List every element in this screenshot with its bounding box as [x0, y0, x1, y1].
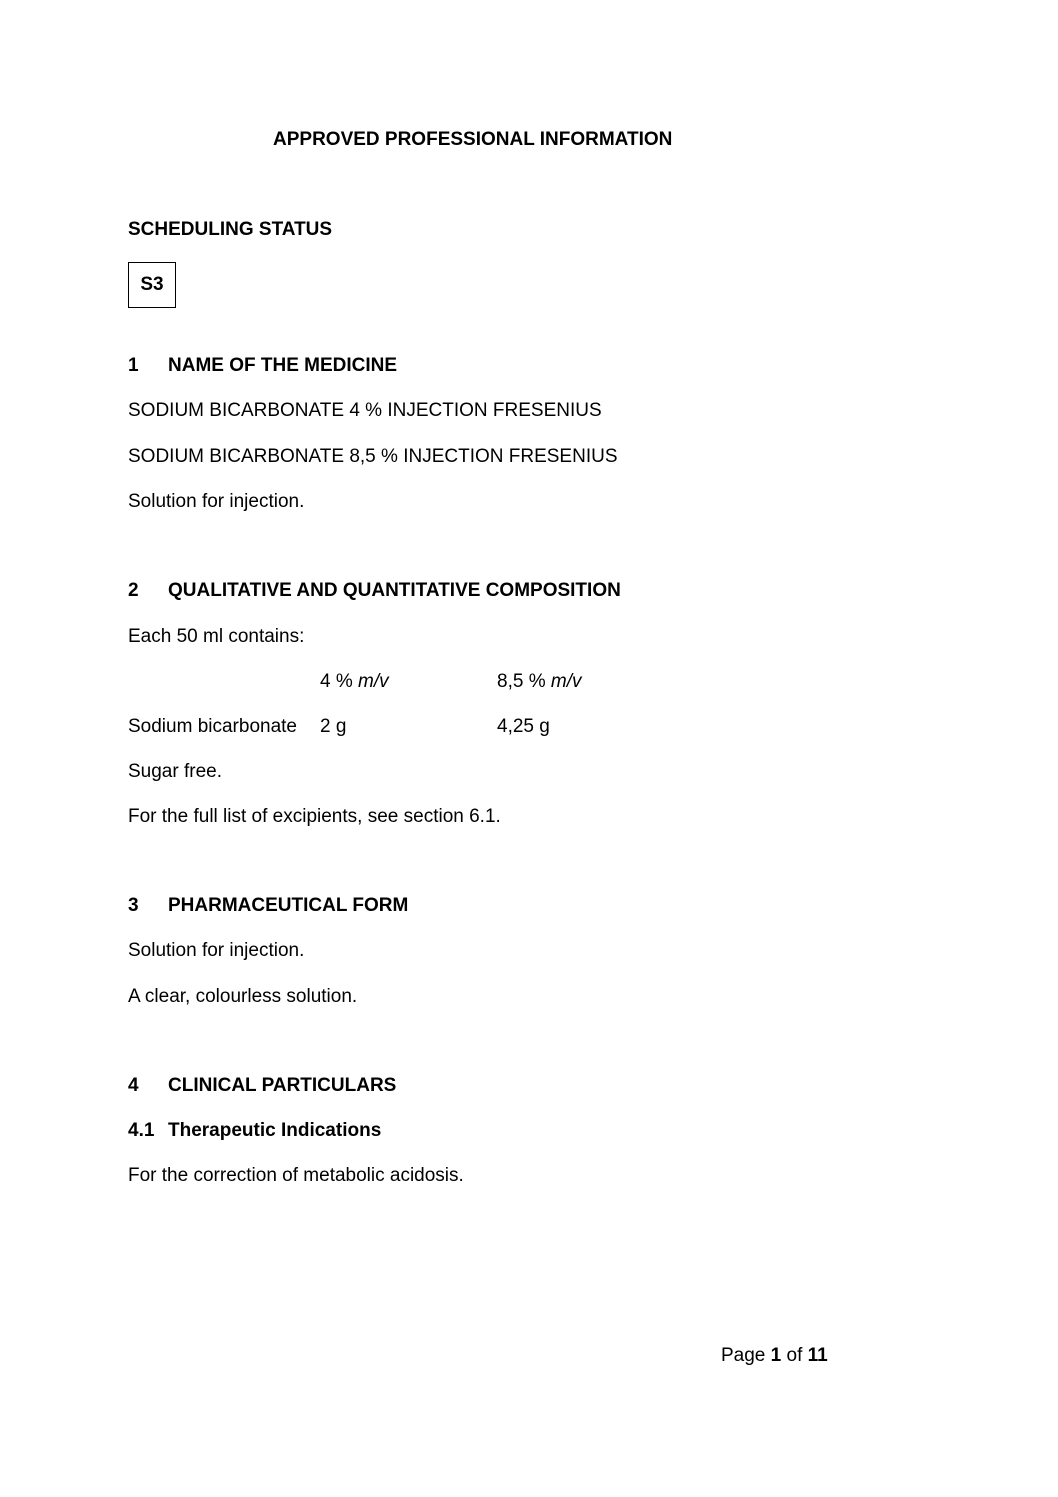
document-title: APPROVED PROFESSIONAL INFORMATION [273, 129, 673, 150]
indications-text: For the correction of metabolic acidosis. [128, 1165, 464, 1186]
composition-intro: Each 50 ml contains: [128, 626, 305, 647]
section1-heading: NAME OF THE MEDICINE [168, 355, 398, 376]
section4-number: 4 [128, 1075, 139, 1096]
medicine-name-4: SODIUM BICARBONATE 4 % INJECTION FRESENIUS [128, 400, 602, 421]
composition-row-label: Sodium bicarbonate [128, 716, 297, 737]
schedule-badge [128, 262, 176, 308]
section3-heading: PHARMACEUTICAL FORM [168, 895, 409, 916]
excipients-note: For the full list of excipients, see section 6.1. [128, 806, 501, 827]
composition-row-col1: 2 g [320, 716, 347, 737]
composition-col2-header: 8,5 % m/v [497, 671, 582, 692]
section1-number: 1 [128, 355, 139, 376]
composition-row-col2: 4,25 g [497, 716, 550, 737]
section2-number: 2 [128, 580, 139, 601]
subsection41-number: 4.1 [128, 1120, 155, 1141]
medicine-name-85: SODIUM BICARBONATE 8,5 % INJECTION FRESENIUS [128, 446, 618, 467]
composition-col1-header: 4 % m/v [320, 671, 389, 692]
section4-heading: CLINICAL PARTICULARS [168, 1075, 397, 1096]
scheduling-status-heading: SCHEDULING STATUS [128, 219, 333, 240]
subsection41-heading: Therapeutic Indications [168, 1120, 382, 1141]
pharmaceutical-form-line2: A clear, colourless solution. [128, 986, 358, 1007]
schedule-status-value: S3 [140, 273, 164, 295]
section3-number: 3 [128, 895, 139, 916]
page-number: Page 1 of 11 [721, 1345, 828, 1366]
medicine-form-text: Solution for injection. [128, 491, 305, 512]
section2-heading: QUALITATIVE AND QUANTITATIVE COMPOSITION [168, 580, 621, 601]
sugar-free-text: Sugar free. [128, 761, 222, 782]
pharmaceutical-form-line1: Solution for injection. [128, 940, 305, 961]
